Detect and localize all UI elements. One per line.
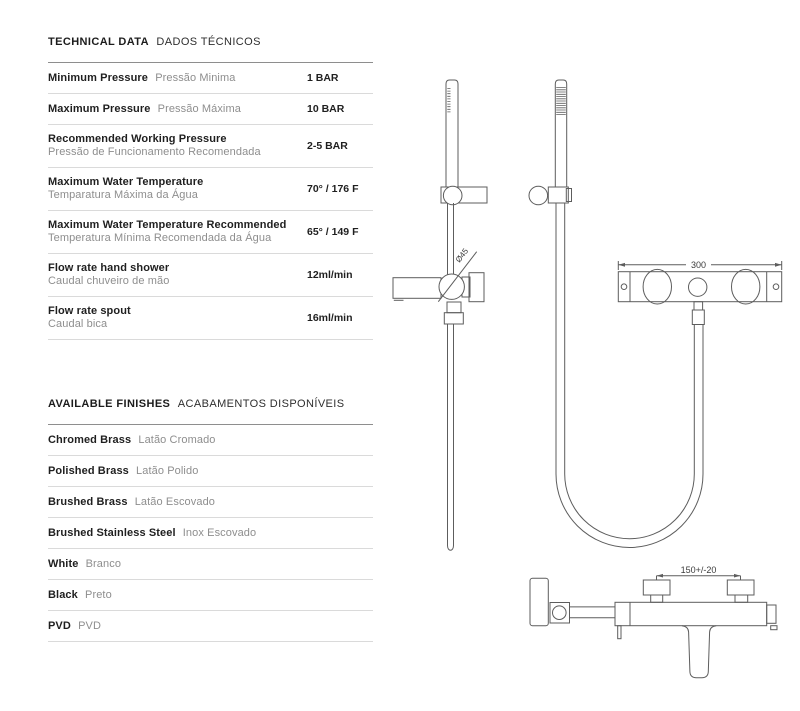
- finish-label-en: Polished Brass: [48, 465, 129, 477]
- spec-label-en: Flow rate spout: [48, 305, 131, 317]
- finish-label-en: Brushed Stainless Steel: [48, 527, 176, 539]
- spec-value: 2-5 BAR: [307, 140, 348, 152]
- holder-arm: [569, 607, 615, 618]
- finish-label-pt: Inox Escovado: [182, 527, 257, 539]
- spec-value: 16ml/min: [307, 312, 353, 324]
- hose-fitting-lower: [692, 310, 704, 325]
- spec-label-en: Maximum Pressure: [48, 103, 151, 115]
- hose-outlet: [689, 278, 707, 296]
- mixer-body: [615, 602, 767, 625]
- dimension-inlet-spacing: [657, 565, 741, 580]
- bracket-knob-side: [529, 186, 548, 205]
- spec-label-en: Recommended Working Pressure: [48, 133, 227, 145]
- arrowhead-left: [618, 263, 625, 267]
- right-end-cap: [767, 605, 776, 623]
- technical-data-title-en: TECHNICAL DATA: [48, 36, 149, 48]
- spec-value: 12ml/min: [307, 269, 353, 281]
- hand-shower-handle-side: [555, 80, 566, 187]
- spec-label-pt: Caudal bica: [48, 318, 108, 330]
- spec-label-en: Maximum Water Temperature Recommended: [48, 219, 287, 231]
- spec-value: 1 BAR: [307, 72, 339, 84]
- finish-label-pt: Latão Cromado: [138, 434, 216, 446]
- valve-lower-connector: [447, 302, 461, 313]
- slide-rail-lower: [448, 324, 454, 550]
- dimension-label-bar-width: 300: [690, 260, 707, 270]
- finish-label-en: White: [48, 558, 79, 570]
- left-inlet-connection: [643, 580, 670, 595]
- right-handle-top-view: [732, 269, 760, 304]
- wall-bracket-plate: [566, 189, 571, 202]
- hose-outer-edge: [556, 203, 703, 548]
- right-screw-hole: [773, 284, 779, 290]
- side-view-hand-shower-hose: [529, 80, 703, 548]
- downward-spout: [682, 626, 716, 678]
- spec-label-pt: Pressão Minima: [155, 72, 236, 84]
- spec-label-pt: Caudal chuveiro de mão: [48, 275, 170, 287]
- finish-label-en: Black: [48, 589, 78, 601]
- finish-label-pt: Preto: [85, 589, 112, 601]
- available-finishes-title-en: AVAILABLE FINISHES: [48, 398, 171, 410]
- dimension-bar-width: [618, 260, 781, 270]
- finish-label-en: PVD: [48, 620, 71, 632]
- spec-label-en: Maximum Water Temperature: [48, 176, 204, 188]
- finish-label-pt: Latão Polido: [136, 465, 199, 477]
- spout: [393, 278, 441, 299]
- spec-label-pt: Temparatura Máxima da Água: [48, 189, 198, 201]
- hose-inner-edge: [565, 203, 695, 539]
- spec-label-en: Flow rate hand shower: [48, 262, 170, 274]
- left-handle-top-view: [643, 269, 671, 304]
- finish-label-pt: PVD: [78, 620, 101, 632]
- slide-rail-upper: [448, 203, 454, 275]
- spec-label-pt: Temperatura Mínima Recomendada da Água: [48, 232, 272, 244]
- front-view-wall-mixer: [530, 565, 777, 678]
- technical-data-title-pt: DADOS TÉCNICOS: [156, 36, 261, 48]
- right-inlet-neck: [735, 595, 748, 602]
- hose-fitting-upper: [694, 302, 703, 310]
- holder-knob: [553, 606, 567, 620]
- left-inlet-neck: [651, 595, 663, 602]
- spec-value: 65° / 149 F: [307, 226, 359, 238]
- hand-shower-in-holder: [530, 578, 548, 626]
- front-view-rail-shower: [393, 80, 487, 550]
- spec-value: 70° / 176 F: [307, 183, 359, 195]
- finish-label-pt: Latão Escovado: [134, 496, 216, 508]
- dimension-label-valve-diameter: Ø45: [453, 246, 471, 265]
- valve-lower-nut: [444, 313, 463, 324]
- top-view-mixer-bar: [618, 260, 781, 325]
- right-inlet-connection: [727, 580, 754, 595]
- spec-label-en: Minimum Pressure: [48, 72, 149, 84]
- arrowhead-right: [775, 263, 782, 267]
- spec-label-pt: Pressão Máxima: [157, 103, 241, 115]
- arrowhead-right: [734, 574, 741, 578]
- dimension-label-inlet-spacing: 150+/-20: [680, 565, 717, 576]
- left-screw-hole: [621, 284, 627, 290]
- spec-label-pt: Pressão de Funcionamento Recomendada: [48, 146, 261, 158]
- spec-value: 10 BAR: [307, 103, 345, 115]
- spray-face-hatch-icon: [556, 88, 566, 115]
- wall-bracket-side: [548, 187, 568, 203]
- spray-face-icon: [447, 89, 450, 112]
- finish-label-en: Brushed Brass: [48, 496, 128, 508]
- available-finishes-title-pt: ACABAMENTOS DISPONÍVEIS: [177, 398, 345, 410]
- right-lever-nub: [771, 626, 777, 630]
- slider-knob: [443, 186, 462, 205]
- finish-label-en: Chromed Brass: [48, 434, 132, 446]
- finish-label-pt: Branco: [85, 558, 122, 570]
- extension-ticks: [657, 576, 741, 580]
- arrowhead-left: [657, 574, 664, 578]
- diverter-knob: [469, 273, 484, 302]
- drain-pin: [618, 626, 621, 639]
